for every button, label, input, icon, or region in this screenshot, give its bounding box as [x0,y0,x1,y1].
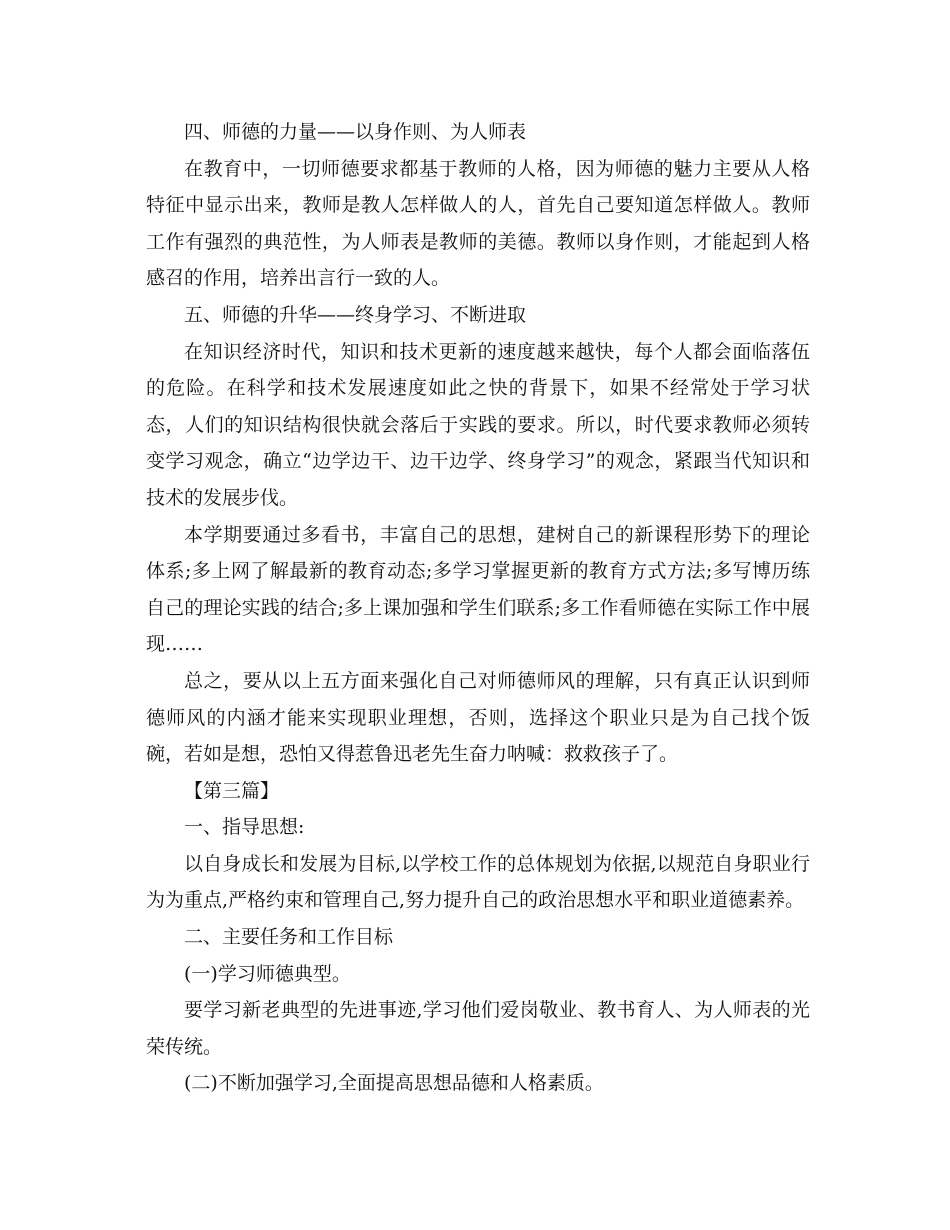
part-three-heading: 【第三篇】 [184,779,280,802]
section-heading-four: 四、师德的力量——以身作则、为人师表 [184,121,527,143]
subheading-study-models: (一)学习师德典型。 [184,962,351,985]
heading-guiding-ideology: 一、指导思想: [184,816,305,839]
paragraph-knowledge-economy: 在知识经济时代，知识和技术更新的速度越来越快，每个人都会面临落伍的危险。在科学和技术发展速度如此之快的背景下，如果不经常处于学习状态，人们的知识结构很快就会落后于实践的要求。所以，时代要求教师必须转变学习观念，确立“边学边干、边干边学、终身学习”的观念，紧跟当代知识和技术的发展步伐。 [146,340,810,509]
paragraph-conclusion: 总之，要从以上五方面来强化自己对师德师风的理解，只有真正认识到师德师风的内涵才能来实现职业理想，否则，选择这个职业只是为自己找个饭碗，若如是想，恐怕又得惹鲁迅老先生奋力呐喊：救救孩子了。 [146,669,810,766]
heading-main-tasks: 二、主要任务和工作目标 [184,926,394,949]
paragraph-guiding-ideology: 以自身成长和发展为目标,以学校工作的总体规划为依据,以规范自身职业行为为重点,严格约束和管理自己,努力提升自己的政治思想水平和职业道德素养。 [146,852,810,912]
document-body [146,114,810,1102]
paragraph-study-models: 要学习新老典型的先进事迹,学习他们爱岗敬业、教书育人、为人师表的光荣传统。 [146,999,810,1058]
paragraph-teacher-personality: 在教育中，一切师德要求都基于教师的人格，因为师德的魅力主要从人格特征中显示出来，教师是教人怎样做人的人，首先自己要知道怎样做人。教师工作有强烈的典范性，为人师表是教师的美德。教师以身作则，才能起到人格感召的作用，培养出言行一致的人。 [146,157,810,290]
section-heading-five: 五、师德的升华——终身学习、不断进取 [184,303,527,326]
subheading-continuous-learning: (二)不断加强学习,全面提高思想品德和人格素质。 [184,1072,604,1095]
paragraph-semester-plan: 本学期要通过多看书，丰富自己的思想，建树自己的新课程形势下的理论体系;多上网了解最新的教育动态;多学习掌握更新的教育方式方法;多写博历练自己的理论实践的结合;多上课加强和学生们联系;多工作看师德在实际工作中展现…… [146,523,810,656]
